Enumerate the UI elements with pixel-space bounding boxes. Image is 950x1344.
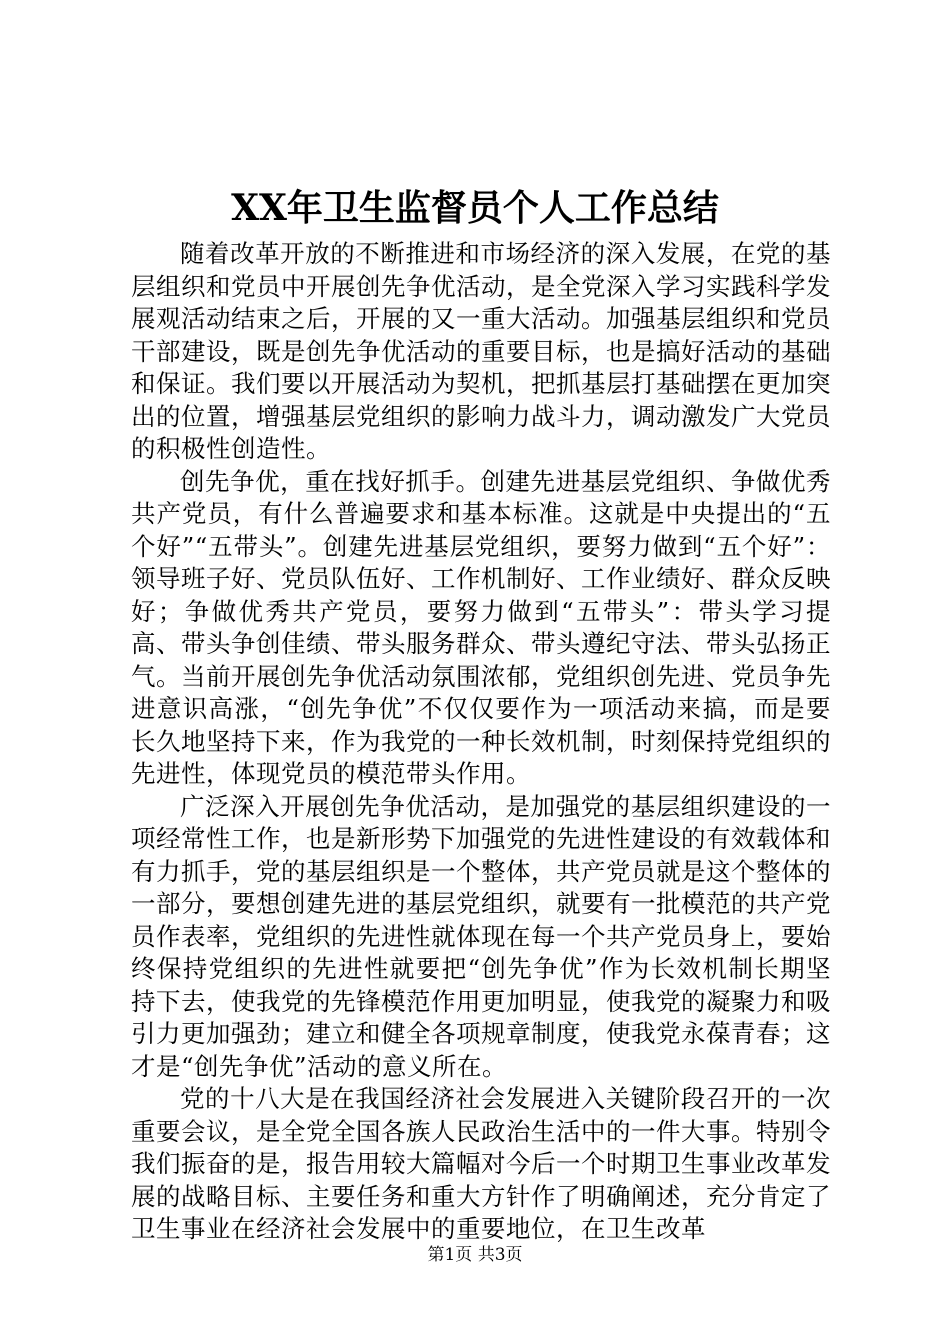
paragraph-2: 创先争优，重在找好抓手。创建先进基层党组织、争做优秀共产党员，有什么普遍要求和基本标准。这就是中央提出的“五个好”“五带头”。创建先进基层党组织，要努力做到“五个好”：领导班子好、党员队伍好、工作机制好、工作业绩好、群众反映好；争做优秀共产党员，要努力做到“五带头”：带头学习提高、带头争创佳绩、带头服务群众、带头遵纪守法、带头弘扬正气。当前开展创先争优活动氛围浓郁，党组织创先进、党员争先进意识高涨，“创先争优”不仅仅要作为一项活动来搞，而是要长久地坚持下来，作为我党的一种长效机制，时刻保持党组织的先进性，体现党员的模范带头作用。 bbox=[131, 466, 831, 788]
document-title: XX年卫生监督员个人工作总结 bbox=[231, 187, 719, 229]
paragraph-3: 广泛深入开展创先争优活动，是加强党的基层组织建设的一项经常性工作，也是新形势下加强党的先进性建设的有效载体和有力抓手，党的基层组织是一个整体，共产党员就是这个整体的一部分，要想创建先进的基层党组织，就要有一批模范的共产党员作表率，党组织的先进性就体现在每一个共产党员身上，要始终保持党组织的先进性就要把“创先争优”作为长效机制长期坚持下去，使我党的先锋模范作用更加明显，使我党的凝聚力和吸引力更加强劲；建立和健全各项规章制度，使我党永葆青春；这才是“创先争优”活动的意义所在。 bbox=[131, 791, 831, 1081]
document-body bbox=[131, 238, 831, 1246]
paragraph-4: 党的十八大是在我国经济社会发展进入关键阶段召开的一次重要会议，是全党全国各族人民政治生活中的一件大事。特别令我们振奋的是，报告用较大篇幅对今后一个时期卫生事业改革发展的战略目标、主要任务和重大方针作了明确阐述，充分肯定了卫生事业在经济社会发展中的重要地位，在卫生改革 bbox=[131, 1084, 831, 1243]
paragraph-1: 随着改革开放的不断推进和市场经济的深入发展，在党的基层组织和党员中开展创先争优活动，是全党深入学习实践科学发展观活动结束之后，开展的又一重大活动。加强基层组织和党员干部建设，既是创先争优活动的重要目标，也是搞好活动的基础和保证。我们要以开展活动为契机，把抓基层打基础摆在更加突出的位置，增强基层党组织的影响力战斗力，调动激发广大党员的积极性创造性。 bbox=[131, 239, 831, 463]
page-number-footer: 第1页 共3页 bbox=[427, 1245, 523, 1265]
